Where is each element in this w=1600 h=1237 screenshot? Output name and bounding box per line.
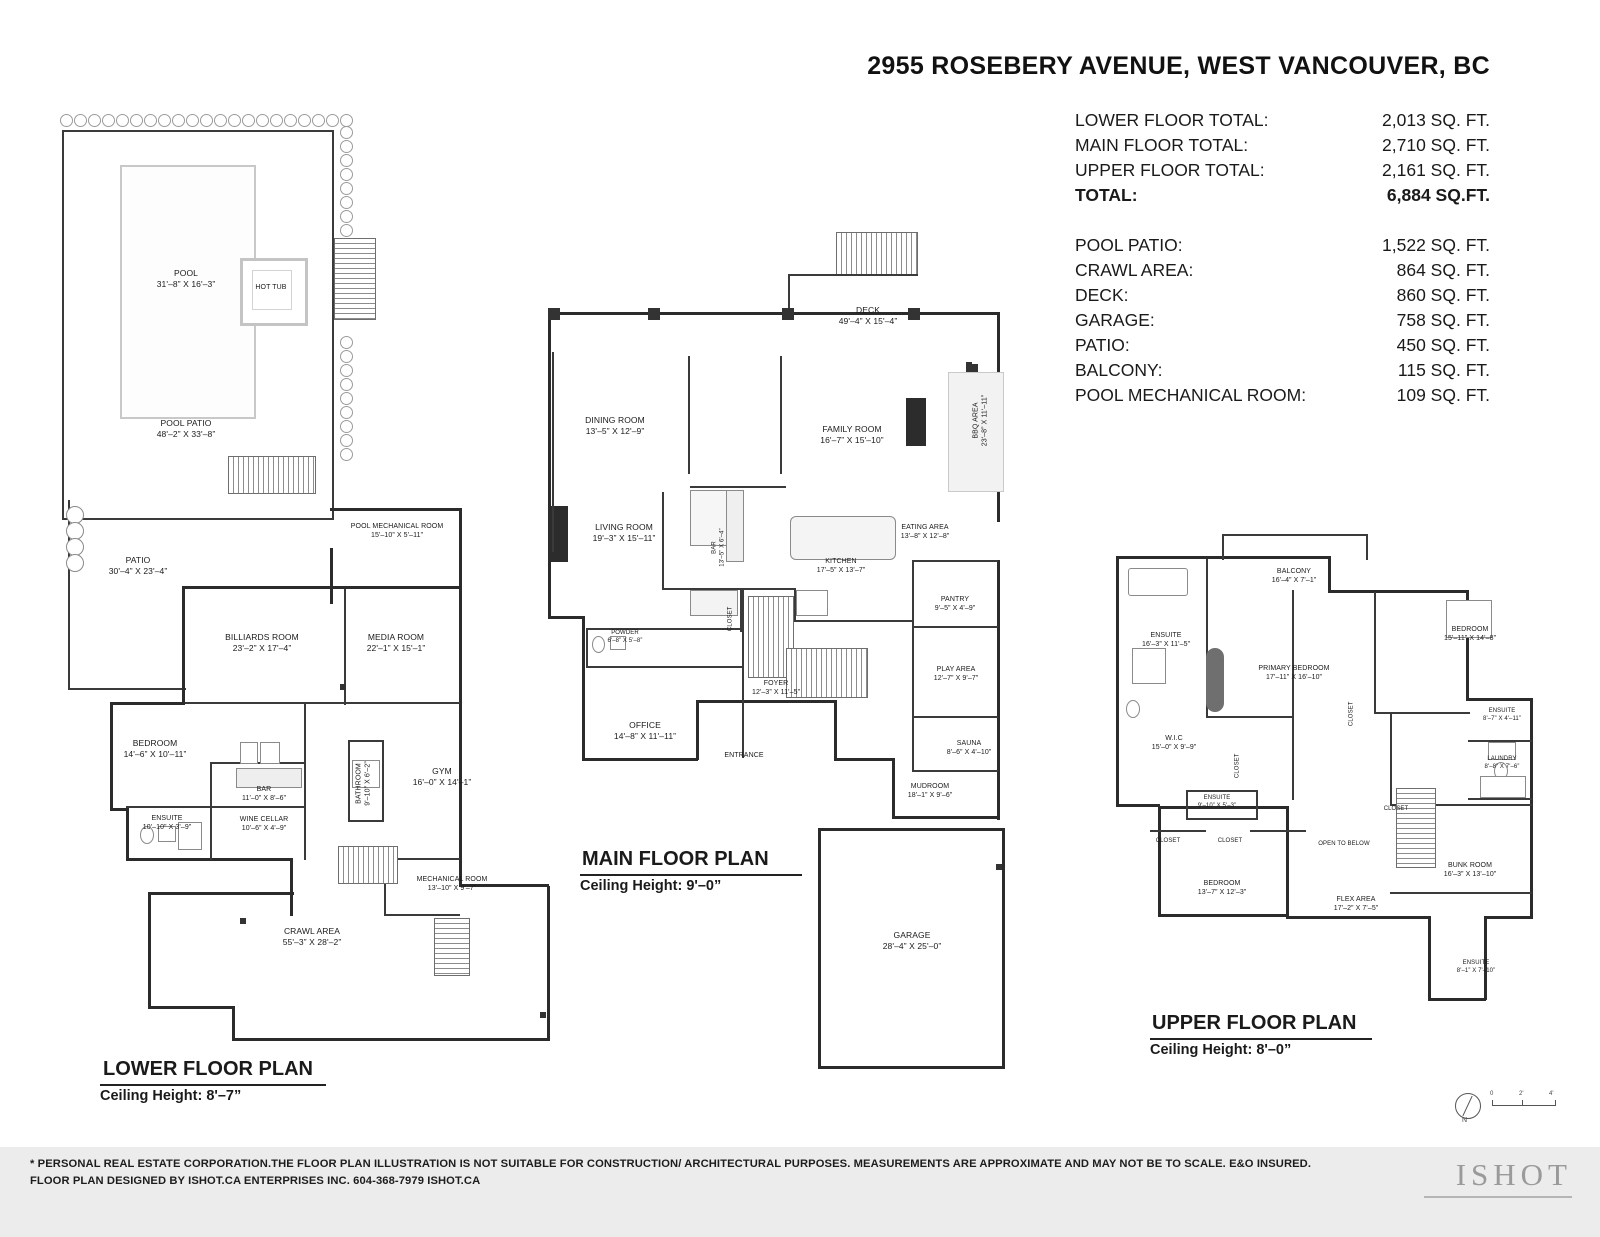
exterior-wall	[148, 892, 151, 1008]
summary-label: TOTAL:	[1075, 185, 1138, 205]
exterior-wall	[582, 700, 585, 760]
pool-patio-wall	[62, 518, 334, 520]
scale-tick-0: 0	[1490, 1091, 1494, 1097]
summary-label: CRAWL AREA:	[1075, 260, 1194, 280]
room-label-closet: CLOSET	[1155, 838, 1181, 844]
stairs-patio	[228, 456, 316, 494]
balcony-wall	[1366, 534, 1368, 560]
wardrobe-icon	[1206, 648, 1224, 712]
interior-wall	[348, 740, 350, 822]
exterior-wall	[1286, 916, 1430, 919]
room-label-garage: GARAGE 28'–4” X 25'–0”	[882, 930, 942, 951]
column-marker	[996, 864, 1002, 870]
room-label-closet: CLOSET	[727, 606, 734, 632]
interior-wall	[1256, 790, 1258, 820]
summary-value: 115 SQ. FT.	[1397, 360, 1490, 380]
interior-wall	[1374, 592, 1376, 712]
exterior-wall	[1428, 998, 1486, 1001]
pool-shape	[120, 165, 256, 419]
exterior-wall	[696, 700, 836, 703]
summary-value: 109 SQ. FT.	[1396, 385, 1490, 405]
footer-line-2: FLOOR PLAN DESIGNED BY ISHOT.CA ENTERPRISES INC. 604-368-7979 ISHOT.CA	[30, 1175, 481, 1187]
interior-wall	[126, 806, 210, 808]
washer-dryer-icon	[1480, 776, 1526, 798]
summary-label: UPPER FLOOR TOTAL:	[1075, 160, 1265, 180]
room-label-family: FAMILY ROOM 16'–7” X 15'–10”	[820, 424, 884, 445]
exterior-wall	[126, 808, 129, 860]
exterior-wall	[148, 1006, 234, 1009]
interior-wall	[1206, 716, 1294, 718]
exterior-wall	[1286, 806, 1289, 916]
room-label-pool-mechanical: POOL MECHANICAL ROOM 15'–10” X 5'–11”	[350, 523, 444, 539]
stairs-lower	[338, 846, 398, 884]
exterior-wall	[1428, 916, 1431, 1000]
stairs-pool-deck	[334, 238, 376, 320]
garage-wall	[818, 828, 821, 1068]
logo-underline	[1424, 1196, 1572, 1198]
interior-wall	[348, 820, 384, 822]
room-label-play-area: PLAY AREA 12'–7” X 9'–7”	[933, 666, 979, 682]
exterior-wall	[232, 1006, 235, 1040]
fireplace-icon	[548, 506, 568, 562]
exterior-wall	[548, 352, 551, 618]
bar-counter-icon	[726, 490, 744, 562]
interior-wall	[688, 356, 690, 474]
pool-patio-wall	[62, 130, 64, 520]
room-label-ensuite: ENSUITE 9'–10” X 5'–3”	[1197, 795, 1237, 809]
room-label-bbq: BBQ AREA 23'–8” X 11'–11”	[972, 394, 988, 447]
interior-wall	[1186, 818, 1258, 820]
stairs-upper	[1396, 788, 1436, 868]
summary-value: 450 SQ. FT.	[1396, 335, 1490, 355]
room-label-hot-tub: HOT TUB	[255, 284, 287, 291]
interior-wall	[912, 626, 998, 628]
ishot-logo: ISHOT	[1455, 1157, 1572, 1192]
stairs-crawl	[434, 918, 470, 976]
room-label-laundry: LAUNDRY 8'–8” X 7'–6”	[1484, 756, 1520, 770]
interior-wall	[348, 740, 384, 742]
interior-wall	[210, 806, 306, 808]
room-label-wic: W.I.C 15'–0” X 9'–9”	[1151, 735, 1197, 751]
toilet-icon	[1126, 700, 1140, 718]
room-label-closet: CLOSET	[1234, 753, 1241, 779]
room-label-pantry: PANTRY 9'–5” X 4'–9”	[934, 596, 976, 612]
footer-line-1: * PERSONAL REAL ESTATE CORPORATION.THE FLOOR PLAN ILLUSTRATION IS NOT SUITABLE FOR CONSTRUCTION/ ARCHITECTURAL PURPOSES. MEASUREMENTS ARE APPROXIMATE AND MAY NOT BE TO SCALE. E&O INSURED.	[30, 1158, 1312, 1170]
summary-value: 6,884 SQ.FT.	[1386, 185, 1490, 205]
room-label-mechanical: MECHANICAL ROOM 13'–10” X 9'–7”	[416, 876, 488, 892]
interior-wall	[1250, 830, 1306, 832]
summary-value: 1,522 SQ. FT.	[1382, 235, 1490, 255]
summary-label: PATIO:	[1075, 335, 1130, 355]
deck-post	[648, 308, 660, 320]
exterior-wall	[548, 616, 584, 619]
exterior-wall	[290, 892, 293, 916]
room-label-open-to-below: OPEN TO BELOW	[1318, 841, 1370, 847]
room-label-closet: CLOSET	[1217, 838, 1243, 844]
summary-value: 2,161 SQ. FT.	[1382, 160, 1490, 180]
patio-wall	[68, 688, 186, 690]
fireplace-icon	[906, 398, 926, 446]
range-icon	[796, 590, 828, 616]
summary-label: BALCONY:	[1075, 360, 1163, 380]
exterior-wall	[1158, 806, 1161, 916]
interior-wall	[912, 560, 914, 770]
room-label-balcony: BALCONY 16'–4” X 7'–1”	[1271, 568, 1317, 584]
room-label-ensuite: ENSUITE 8'–1” X 7'–10”	[1456, 960, 1496, 974]
lower-plan-title: LOWER FLOOR PLAN	[103, 1058, 313, 1080]
room-label-closet: CLOSET	[1348, 701, 1355, 727]
interior-wall	[912, 770, 998, 772]
room-label-kitchen: KITCHEN 17'–5” X 13'–7”	[816, 558, 866, 574]
exterior-wall	[1530, 698, 1533, 918]
scale-tick-2: 4'	[1549, 1091, 1554, 1097]
deck-post	[782, 308, 794, 320]
deck-wall	[548, 312, 1000, 315]
balcony-wall	[1222, 534, 1368, 536]
room-label-dining: DINING ROOM 13'–5” X 12'–9”	[585, 415, 645, 436]
exterior-wall	[892, 816, 998, 819]
tub-icon	[1128, 568, 1188, 596]
summary-value: 2,710 SQ. FT.	[1382, 135, 1490, 155]
exterior-wall	[232, 1038, 550, 1041]
room-label-closet: CLOSET	[1383, 806, 1409, 812]
bar-sink-icon	[240, 742, 258, 764]
summary-value: 758 SQ. FT.	[1396, 310, 1490, 330]
column-marker	[240, 918, 246, 924]
exterior-wall	[1116, 556, 1119, 806]
scale-bar-tick	[1522, 1100, 1523, 1105]
exterior-wall	[834, 700, 837, 760]
room-label-sauna: SAUNA 8'–6” X 4'–10”	[946, 740, 992, 756]
exterior-wall	[696, 700, 699, 760]
exterior-wall	[148, 892, 294, 895]
room-label-primary-bedroom: PRIMARY BEDROOM 17'–11” X 16'–10”	[1258, 665, 1330, 681]
exterior-wall	[290, 858, 293, 894]
interior-wall	[794, 620, 914, 622]
upper-floor-plan	[1090, 0, 1600, 1120]
scale-bar	[1492, 1100, 1556, 1106]
lower-floor-plan	[0, 0, 620, 1120]
interior-wall	[552, 352, 554, 552]
exterior-wall	[110, 702, 185, 705]
room-label-flex-area: FLEX AREA 17'–2” X 7'–5”	[1333, 896, 1379, 912]
interior-wall	[210, 762, 306, 764]
bar-cabinet-icon	[260, 742, 280, 764]
compass-north-label: N	[1462, 1117, 1468, 1124]
room-label-foyer: FOYER 12'–3” X 11'–5”	[751, 680, 801, 696]
interior-wall	[1468, 798, 1532, 800]
page-title: 2955 ROSEBERY AVENUE, WEST VANCOUVER, BC	[867, 52, 1490, 80]
patio-planter-icon	[66, 554, 84, 572]
exterior-wall	[182, 586, 462, 589]
scale-tick-1: 2'	[1519, 1091, 1524, 1097]
main-plan-title: MAIN FLOOR PLAN	[582, 848, 769, 870]
room-label-ensuite: ENSUITE 10'–10” X 3'–9”	[142, 815, 192, 831]
interior-wall	[1292, 590, 1294, 800]
interior-wall	[912, 716, 998, 718]
main-floor-plan	[530, 0, 1090, 1120]
deck-post	[548, 308, 560, 320]
exterior-wall	[182, 586, 185, 704]
room-label-bar: BAR 11'–0” X 8'–6”	[241, 786, 287, 802]
compass-icon	[1455, 1093, 1481, 1119]
room-label-entrance: ENTRANCE	[724, 752, 764, 759]
room-label-patio: PATIO 30'–4” X 23'–4”	[108, 555, 168, 576]
wall	[330, 548, 333, 604]
stairs-deck	[836, 232, 918, 276]
room-label-pool: POOL 31'–8” X 16'–3”	[156, 268, 216, 289]
upper-plan-ceiling: Ceiling Height: 8'–0”	[1150, 1038, 1372, 1058]
room-label-bedroom: BEDROOM 14'–6” X 10'–11”	[123, 738, 187, 759]
exterior-wall	[459, 586, 462, 886]
interior-wall	[1390, 712, 1392, 804]
exterior-wall	[1158, 914, 1288, 917]
upper-plan-title: UPPER FLOOR PLAN	[1152, 1012, 1357, 1034]
summary-value: 864 SQ. FT.	[1396, 260, 1490, 280]
room-label-crawl-area: CRAWL AREA 55'–3” X 28'–2”	[282, 926, 342, 947]
interior-wall	[742, 588, 744, 758]
interior-wall	[382, 740, 384, 822]
interior-wall	[210, 762, 212, 860]
summary-value: 2,013 SQ. FT.	[1382, 110, 1490, 130]
room-label-bar: BAR 13'–5” X 6'–4”	[711, 528, 725, 567]
interior-wall	[780, 356, 782, 474]
summary-label: POOL PATIO:	[1075, 235, 1183, 255]
exterior-wall	[834, 758, 894, 761]
room-label-ensuite: ENSUITE 8'–7” X 4'–11”	[1483, 708, 1521, 722]
room-label-office: OFFICE 14'–8” X 11'–11”	[613, 720, 677, 741]
garage-wall	[818, 828, 1004, 831]
room-label-living: LIVING ROOM 19'–3” X 15'–11”	[592, 522, 656, 543]
room-label-bunk-room: BUNK ROOM 16'–3” X 13'–10”	[1443, 862, 1497, 878]
shower-icon	[1132, 648, 1166, 684]
room-label-billiards: BILLIARDS ROOM 23'–2” X 17'–4”	[225, 632, 299, 653]
room-label-gym: GYM 16'–0” X 14'–1”	[412, 766, 472, 787]
interior-wall	[586, 666, 742, 668]
interior-wall	[1186, 790, 1258, 792]
column-marker	[340, 684, 346, 690]
exterior-wall	[1484, 916, 1533, 919]
room-label-ensuite: ENSUITE 16'–3” X 11'–5”	[1141, 632, 1191, 648]
interior-wall	[384, 914, 460, 916]
exterior-wall	[1484, 916, 1487, 1000]
footer-disclaimer	[30, 1156, 1311, 1190]
hedge-icon	[60, 114, 340, 128]
room-label-deck: DECK 49'–4” X 15'–4”	[838, 305, 898, 326]
pool-patio-wall	[62, 130, 334, 132]
exterior-wall	[582, 758, 698, 761]
column-marker	[966, 362, 972, 368]
summary-label: LOWER FLOOR TOTAL:	[1075, 110, 1269, 130]
pool-patio-wall	[332, 130, 334, 520]
garage-wall	[818, 1066, 1005, 1069]
room-label-bedroom: BEDROOM 15'–11” X 14'–8”	[1443, 626, 1496, 642]
main-plan-ceiling: Ceiling Height: 9'–0”	[580, 874, 802, 894]
deck-wall	[788, 274, 918, 276]
balcony-wall	[1222, 534, 1224, 560]
interior-wall	[1390, 892, 1532, 894]
interior-wall	[304, 702, 306, 860]
interior-wall	[690, 486, 786, 488]
room-label-media: MEDIA ROOM 22'–1” X 15'–1”	[366, 632, 426, 653]
lower-plan-ceiling: Ceiling Height: 8'–7”	[100, 1084, 326, 1104]
exterior-wall	[1116, 804, 1160, 807]
summary-label: MAIN FLOOR TOTAL:	[1075, 135, 1249, 155]
summary-label: GARAGE:	[1075, 310, 1155, 330]
interior-wall	[1374, 712, 1470, 714]
exterior-wall	[1466, 698, 1532, 701]
room-label-wine-cellar: WINE CELLAR 10'–6” X 4'–9”	[239, 816, 289, 832]
interior-wall	[1150, 830, 1206, 832]
room-label-powder: POWDER 6'–8” X 5'–8”	[607, 630, 643, 644]
exterior-wall	[582, 616, 585, 702]
interior-wall	[742, 588, 796, 590]
interior-wall	[185, 702, 460, 704]
room-label-bathroom: BATHROOM 9'–10” X 6'–2”	[355, 761, 371, 806]
room-label-bedroom: BEDROOM 13'–7” X 12'–3”	[1197, 880, 1247, 896]
room-label-mudroom: MUDROOM 18'–1” X 9'–6”	[907, 783, 953, 799]
summary-label: POOL MECHANICAL ROOM:	[1075, 385, 1307, 405]
bar-counter-icon	[236, 768, 302, 788]
exterior-wall	[1328, 590, 1468, 593]
interior-wall	[912, 560, 998, 562]
room-label-eating-area: EATING AREA 13'–8” X 12'–8”	[900, 524, 950, 540]
summary-label: DECK:	[1075, 285, 1129, 305]
wall	[330, 508, 462, 511]
room-label-pool-patio: POOL PATIO 48'–2” X 33'–8”	[156, 418, 216, 439]
garage-wall	[1002, 828, 1005, 1068]
summary-value: 860 SQ. FT.	[1396, 285, 1490, 305]
exterior-wall	[126, 858, 292, 861]
